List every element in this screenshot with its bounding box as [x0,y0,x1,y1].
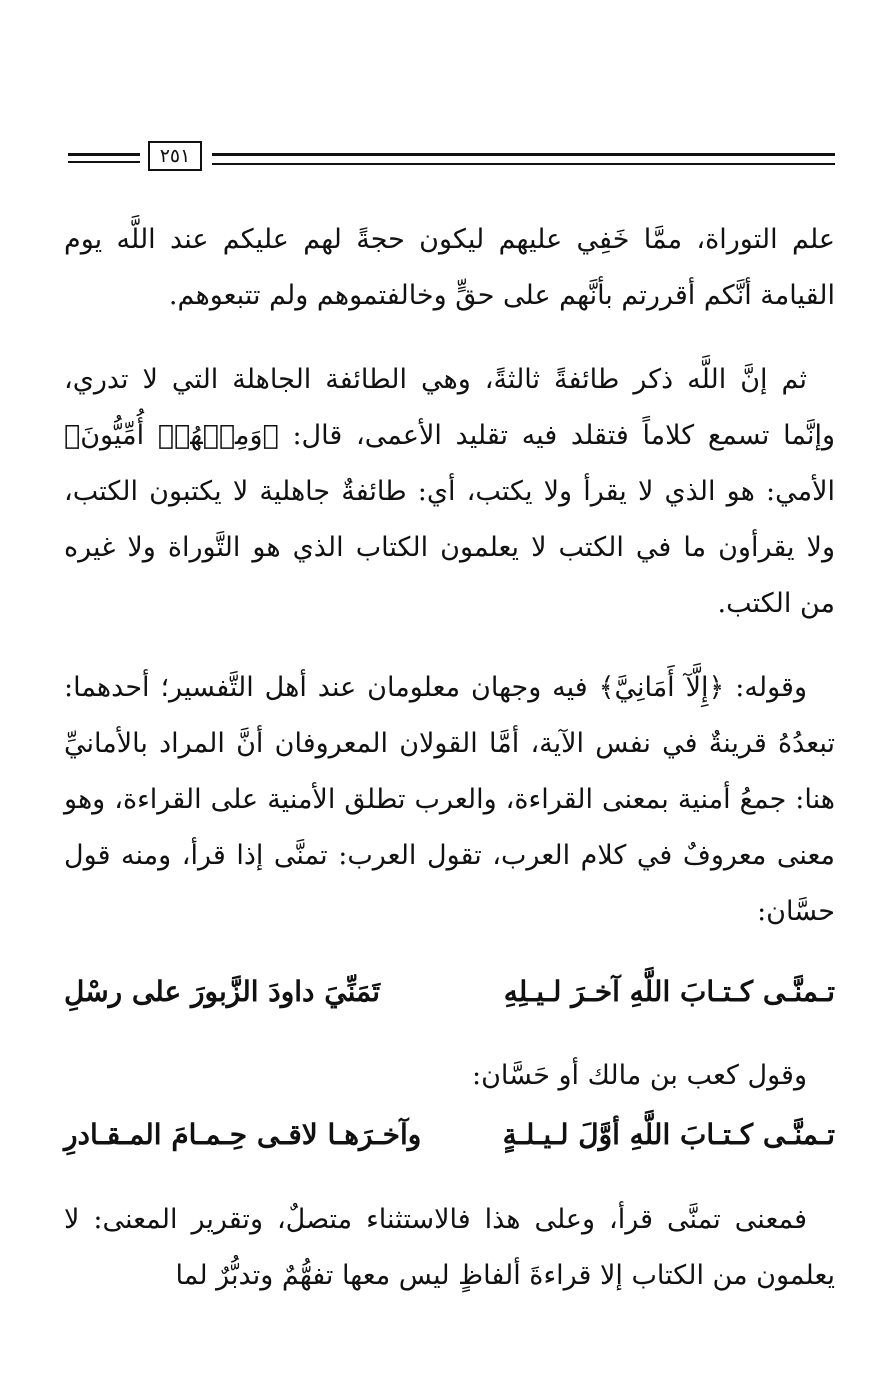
page-number: ٢٥١ [148,141,202,171]
header-rule-long [212,153,835,165]
verse-1-second-hemistich: تَمَنِّيَ داودَ الزَّبورَ على رسْلِ [64,975,381,1008]
verse-2-intro: وقول كعب بن مالك أو حَسَّان: [471,1060,807,1091]
header-rule-short [68,153,140,163]
poetry-verse-1 [64,967,835,1017]
page-header [64,141,835,177]
poetry-verse-2 [64,1110,835,1160]
verse-2-second-hemistich: وآخـرَهـا لاقـى حِـمـامَ المـقـادرِ [64,1118,422,1151]
paragraph-3: وقوله: ﴿إِلَّآ أَمَانِيَّ﴾ فيه وجهان معلومان عند أهل التَّفسير؛ أحدهما: تبعدُهُ قرينةٌ في نفس الآية، أمَّا القولان المعروفان أنَّ المراد بالأمانيِّ هنا: جمعُ أمنية بمعنى القراءة، والعرب تطلق الأمنية على القراءة، وهو معنى معروفٌ في كلام العرب، تقول العرب: تمنَّى إذا قرأ، ومنه قول حسَّان: [64,672,835,927]
paragraph-4: فمعنى تمنَّى قرأ، وعلى هذا فالاستثناء متصلٌ، وتقرير المعنى: لا يعلمون من الكتاب إلا قراءةَ ألفاظٍ ليس معها تفهُّمٌ وتدبُّرٌ لما [64,1204,835,1291]
verse-1-first-hemistich: تـمنَّـى كـتـابَ اللَّهِ آخـرَ لـيـلِهِ [503,975,835,1008]
paragraph-2: ثم إنَّ اللَّه ذكر طائفةً ثالثةً، وهي الطائفة الجاهلة التي لا تدري، وإنَّما تسمع كلاماً فتقلد فيه تقليد الأعمى، قال: ﴿وَمِنۡهُمۡ أُمِّيُّونَ﴾ الأمي: هو الذي لا يقرأ ولا يكتب، أي: طائفةٌ جاهلية لا يكتبون الكتب، ولا يقرأون ما في الكتب لا يعلمون الكتاب الذي هو التَّوراة ولا غيره من الكتب. [64,364,835,619]
verse-2-first-hemistich: تـمنَّـى كـتـابَ اللَّهِ أوَّلَ لـيـلـةٍ [502,1118,835,1151]
paragraph-1: علم التوراة، ممَّا خَفِي عليهم ليكون حجةً لهم عليكم عند اللَّه يوم القيامة أنَّكم أقررتم بأنَّهم على حقٍّ وخالفتموهم ولم تتبعوهم. [64,224,835,311]
